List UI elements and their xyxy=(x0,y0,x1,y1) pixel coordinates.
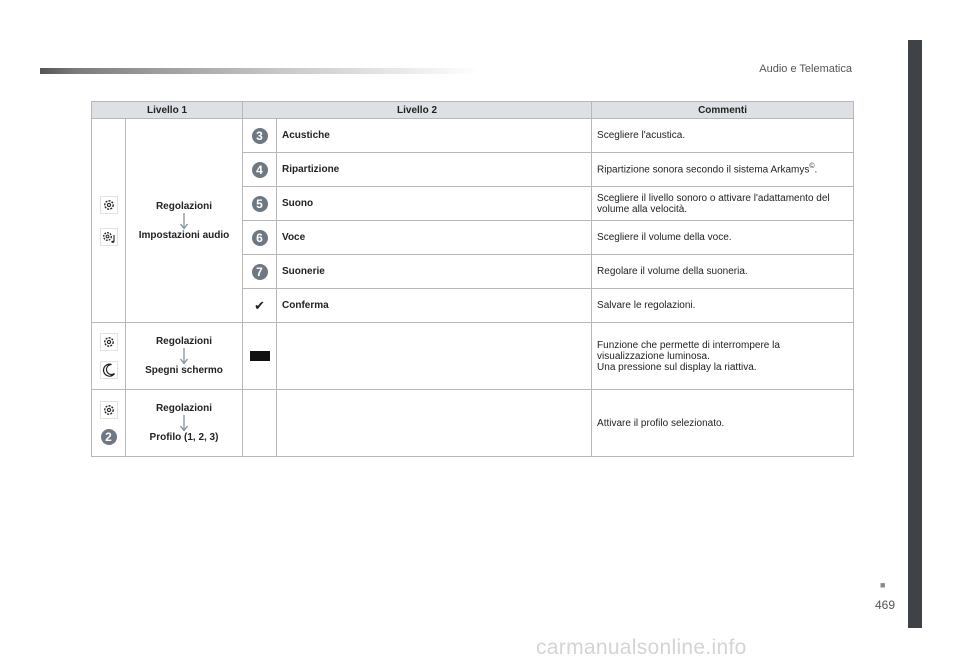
gear-icon xyxy=(100,401,118,419)
checkmark-icon xyxy=(243,289,277,323)
section-title: Audio e Telematica xyxy=(759,63,852,75)
level1-icons xyxy=(92,390,126,457)
level1-top: Regolazioni xyxy=(155,336,213,347)
comment-text: Ripartizione sonora secondo il sistema Arkamys xyxy=(597,164,810,176)
level1-label xyxy=(126,323,243,390)
header-comments: Commenti xyxy=(592,102,854,119)
gear-icon xyxy=(100,333,118,351)
level2-item: Suonerie xyxy=(277,255,592,289)
level1-icons xyxy=(92,119,126,323)
number-badge: 7 xyxy=(252,264,268,280)
level1-top: Regolazioni xyxy=(155,200,213,212)
number-badge: 3 xyxy=(252,128,268,144)
badge-cell xyxy=(243,153,277,187)
page-marker: ■ xyxy=(880,580,886,590)
level2-item: Ripartizione xyxy=(277,153,592,187)
badge-cell xyxy=(243,119,277,153)
page-number: 469 xyxy=(875,598,896,612)
number-badge: 4 xyxy=(252,162,268,178)
comment: Attivare il profilo selezionato. xyxy=(592,390,854,457)
number-badge: 5 xyxy=(252,196,268,212)
comment xyxy=(592,153,854,187)
comment: Regolare il volume della suoneria. xyxy=(592,255,854,289)
level1-bottom: Impostazioni audio xyxy=(138,229,230,241)
page-edge-bar xyxy=(908,40,922,628)
table-row xyxy=(92,323,854,390)
level1-bottom: Spegni schermo xyxy=(145,365,223,376)
table-row xyxy=(92,390,854,457)
comment: Scegliere l'acustica. xyxy=(592,119,854,153)
comment-line: Funzione che permette di interrompere la xyxy=(597,339,780,351)
copyright-mark: © xyxy=(809,163,815,171)
table-header-row xyxy=(92,102,854,119)
badge-cell-empty xyxy=(243,390,277,457)
arrow-down-icon xyxy=(179,347,189,365)
gear-music-note-icon xyxy=(100,228,118,246)
arrow-down-icon xyxy=(179,414,189,432)
comment-end: . xyxy=(814,164,818,176)
badge-cell xyxy=(243,221,277,255)
table-row xyxy=(92,119,854,153)
comment-line: visualizzazione luminosa. xyxy=(597,350,710,362)
comment xyxy=(592,323,854,390)
header-level2: Livello 2 xyxy=(243,102,592,119)
arrow-down-icon xyxy=(179,212,189,230)
header-gradient-bar xyxy=(40,68,480,74)
number-badge: 2 xyxy=(101,429,117,445)
comment: Scegliere il livello sonoro o attivare l'adattamento del volume alla velocità. xyxy=(592,187,854,221)
level1-bottom: Profilo (1, 2, 3) xyxy=(149,432,219,443)
dark-screen-rect xyxy=(250,351,270,361)
level2-item-empty xyxy=(277,323,592,390)
watermark: carmanualsonline.info xyxy=(536,636,747,659)
badge-cell xyxy=(243,255,277,289)
level2-item-empty xyxy=(277,390,592,457)
level2-item: Conferma xyxy=(277,289,592,323)
level1-label xyxy=(126,119,243,323)
badge-cell xyxy=(243,187,277,221)
settings-table xyxy=(91,101,854,457)
gear-icon xyxy=(100,196,118,214)
comment: Salvare le regolazioni. xyxy=(592,289,854,323)
comment: Scegliere il volume della voce. xyxy=(592,221,854,255)
level2-item: Voce xyxy=(277,221,592,255)
checkmark-glyph: ✔ xyxy=(254,297,265,313)
level1-icons xyxy=(92,323,126,390)
screen-off-icon xyxy=(243,323,277,390)
level2-item: Suono xyxy=(277,187,592,221)
level2-item: Acustiche xyxy=(277,119,592,153)
comment-line: Una pressione sul display la riattiva. xyxy=(597,361,757,373)
number-badge: 6 xyxy=(252,230,268,246)
level1-label xyxy=(126,390,243,457)
header-level1: Livello 1 xyxy=(92,102,243,119)
level1-top: Regolazioni xyxy=(155,403,213,414)
crescent-moon-icon xyxy=(100,361,118,379)
